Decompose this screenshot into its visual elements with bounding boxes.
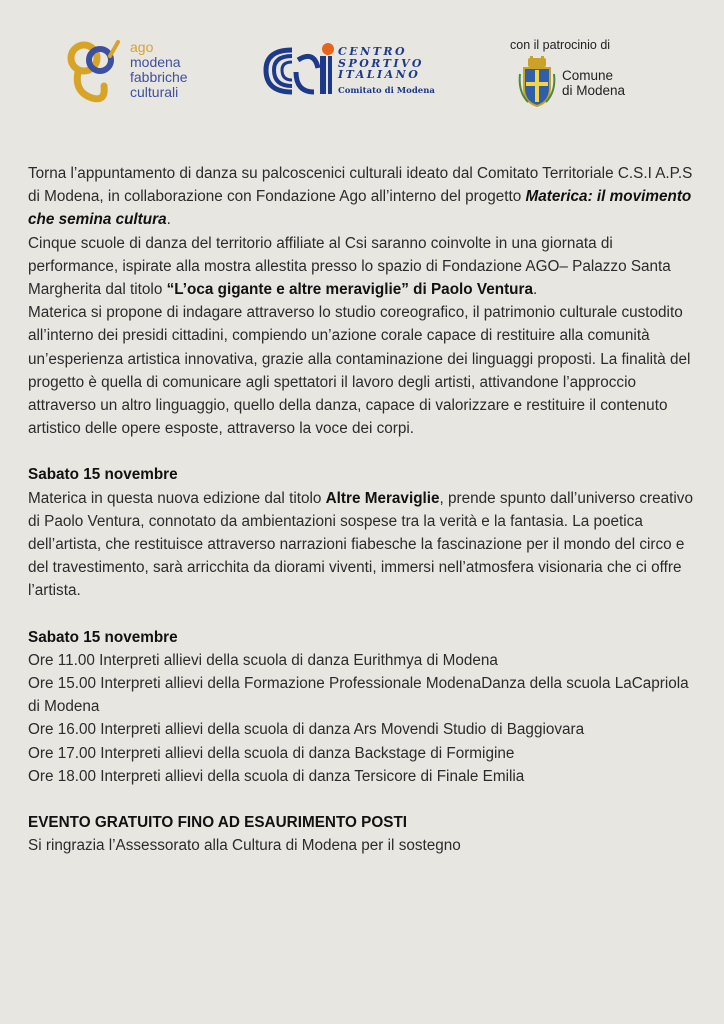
csi-mark-icon bbox=[262, 42, 342, 100]
ago-line2: modena bbox=[130, 54, 181, 70]
section1-heading bbox=[28, 463, 698, 486]
csi-subtitle: Comitato di Modena bbox=[338, 86, 435, 96]
intro-p2-end: . bbox=[533, 281, 538, 299]
intro-p1-end: . bbox=[166, 211, 171, 229]
event-free-text: EVENTO GRATUITO FINO AD ESAURIMENTO POSTI bbox=[28, 814, 408, 832]
main-content bbox=[28, 162, 698, 857]
section1-paragraph bbox=[28, 487, 698, 603]
schedule-item: Ore 18.00 Interpreti allievi della scuola di danza Tersicore di Finale Emilia bbox=[28, 767, 525, 785]
exhibition-title: “L’oca gigante e altre meraviglie” di Paolo Ventura bbox=[166, 281, 533, 299]
intro-paragraph-2 bbox=[28, 232, 698, 302]
intro-p1-text: Torna l’appuntamento di danza su palcoscenici culturali ideato dal Comitato Territoriale C.S.I A.P.S di Modena, in collaborazione con Fondazione Ago all’interno del progetto bbox=[28, 165, 693, 206]
comune-line1: Comune bbox=[562, 68, 614, 83]
section1-heading-text: Sabato 15 novembre bbox=[28, 466, 178, 484]
ago-logo bbox=[66, 36, 226, 106]
ago-line4: culturali bbox=[130, 84, 179, 100]
schedule-item: Ore 15.00 Interpreti allievi della Formazione Professionale ModenaDanza della scuola LaCapriola di Modena bbox=[28, 675, 689, 716]
intro-p2-text: Cinque scuole di danza del territorio affiliate al Csi saranno coinvolte in una giornata di performance, ispirate alla mostra allestita presso lo spazio di Fondazione AGO– Palazzo Santa Margherita dal titolo bbox=[28, 234, 671, 299]
csi-line1: CENTRO bbox=[338, 45, 408, 58]
event-free-notice bbox=[28, 811, 698, 834]
csi-line3: ITALIANO bbox=[338, 68, 421, 81]
comune-logo bbox=[518, 56, 668, 108]
patronage bbox=[510, 38, 670, 98]
coat-of-arms-icon bbox=[518, 56, 556, 108]
patronage-label: con il patrocinio di bbox=[510, 38, 611, 52]
ago-line3: fabbriche bbox=[130, 69, 188, 85]
intro-paragraph-1 bbox=[28, 162, 698, 232]
ago-text bbox=[130, 40, 188, 100]
project-title: Materica: il movimento che semina cultura bbox=[28, 188, 692, 229]
schedule-heading bbox=[28, 626, 698, 649]
comune-name bbox=[562, 68, 625, 98]
intro-paragraph-3: Materica si propone di indagare attraverso lo studio coreografico, il patrimonio culturale custodito all’interno dei presidi cittadini, compiendo un’azione corale capace di restituire alla comunità un’esperienza artistica innovativa, grazie alla contaminazione dei linguaggi proposti. La finalità del progetto è quella di comunicare agli spettatori il lavoro degli artisti, attivandone l’approccio attraverso un altro linguaggio, quello della danza, capace di valorizzare e restituire il contenuto artistico delle opere esposte, attraverso la voce dei corpi. bbox=[28, 304, 691, 438]
edition-title: Altre Meraviglie bbox=[325, 489, 440, 507]
comune-line2: di Modena bbox=[562, 83, 626, 98]
section1-text-start: Materica in questa nuova edizione dal titolo bbox=[28, 489, 326, 507]
schedule-item: Ore 16.00 Interpreti allievi della scuola di danza Ars Movendi Studio di Baggiovara bbox=[28, 721, 585, 739]
section1-text-end: , prende spunto dall’universo creativo di Paolo Ventura, connotato da ambientazioni sospese tra la verità e la fantasia. La poetica dell’artista, che restituisce attraverso narrazioni fiabesche la fascinazione per il mondo del circo e del travestimento, sarà arricchita da diorami viventi, immersi nell’atmosfera visionaria che ci offre l’artista. bbox=[28, 489, 693, 600]
schedule-item: Ore 17.00 Interpreti allievi della scuola di danza Backstage di Formigine bbox=[28, 744, 515, 762]
header bbox=[0, 0, 724, 120]
ago-mark-icon bbox=[66, 36, 124, 104]
schedule-item: Ore 11.00 Interpreti allievi della scuola di danza Eurithmya di Modena bbox=[28, 651, 498, 669]
csi-line2: SPORTIVO bbox=[338, 56, 424, 70]
csi-logo bbox=[262, 42, 438, 100]
ago-line1: ago bbox=[130, 39, 154, 55]
schedule-heading-text: Sabato 15 novembre bbox=[28, 628, 178, 646]
csi-wordmark bbox=[338, 46, 424, 81]
thanks-note: Si ringrazia l’Assessorato alla Cultura di Modena per il sostegno bbox=[28, 837, 461, 855]
